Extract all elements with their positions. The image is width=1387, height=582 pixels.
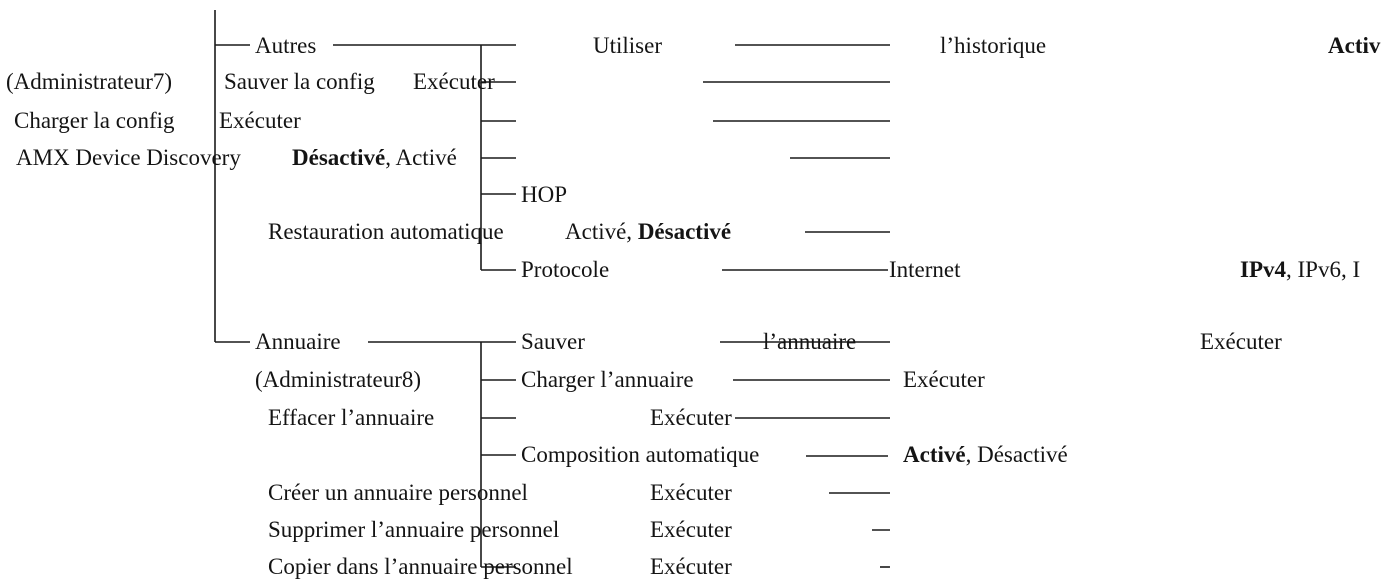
- historique-target: l’historique: [940, 33, 1047, 58]
- supprimer-perso-value: Exécuter: [650, 517, 732, 542]
- charger-value: Exécuter: [903, 367, 985, 392]
- annuaire-target: l’annuaire: [763, 329, 857, 354]
- composition-label: Composition automatique: [521, 442, 760, 467]
- supprimer-perso-label: Supprimer l’annuaire personnel: [268, 517, 560, 542]
- creer-perso-value: Exécuter: [650, 480, 732, 505]
- admin8-note: (Administrateur8): [255, 367, 422, 392]
- autres-label: Autres: [255, 33, 317, 58]
- sauver-value: Exécuter: [1200, 329, 1282, 354]
- charger-config-value: Exécuter: [219, 108, 301, 133]
- sauver-label: Sauver: [521, 329, 585, 354]
- charger-label: Charger l’annuaire: [521, 367, 694, 392]
- effacer-value: Exécuter: [650, 405, 732, 430]
- restauration-value: Activé, Désactivé: [565, 219, 732, 244]
- annuaire-label: Annuaire: [255, 329, 341, 354]
- amx-value: Désactivé, Activé: [292, 145, 457, 170]
- utiliser-label: Utiliser: [593, 33, 662, 58]
- internet-target: Internet: [889, 257, 961, 282]
- creer-perso-label: Créer un annuaire personnel: [268, 480, 528, 505]
- protocole-label: Protocole: [521, 257, 610, 282]
- hop-label: HOP: [521, 182, 568, 207]
- effacer-label: Effacer l’annuaire: [268, 405, 435, 430]
- composition-value: Activé, Désactivé: [903, 442, 1068, 467]
- protocole-value: IPv4, IPv6, I: [1240, 257, 1361, 282]
- copier-perso-label: Copier dans l’annuaire personnel: [268, 554, 573, 579]
- charger-config-label: Charger la config: [14, 108, 175, 133]
- utiliser-value: Activ: [1328, 33, 1381, 58]
- copier-perso-value: Exécuter: [650, 554, 732, 579]
- sauver-config-value: Exécuter: [413, 69, 495, 94]
- restauration-label: Restauration automatique: [268, 219, 504, 244]
- amx-label: AMX Device Discovery: [16, 145, 241, 170]
- sauver-config-label: Sauver la config: [224, 69, 375, 94]
- admin7-note: (Administrateur7): [6, 69, 173, 94]
